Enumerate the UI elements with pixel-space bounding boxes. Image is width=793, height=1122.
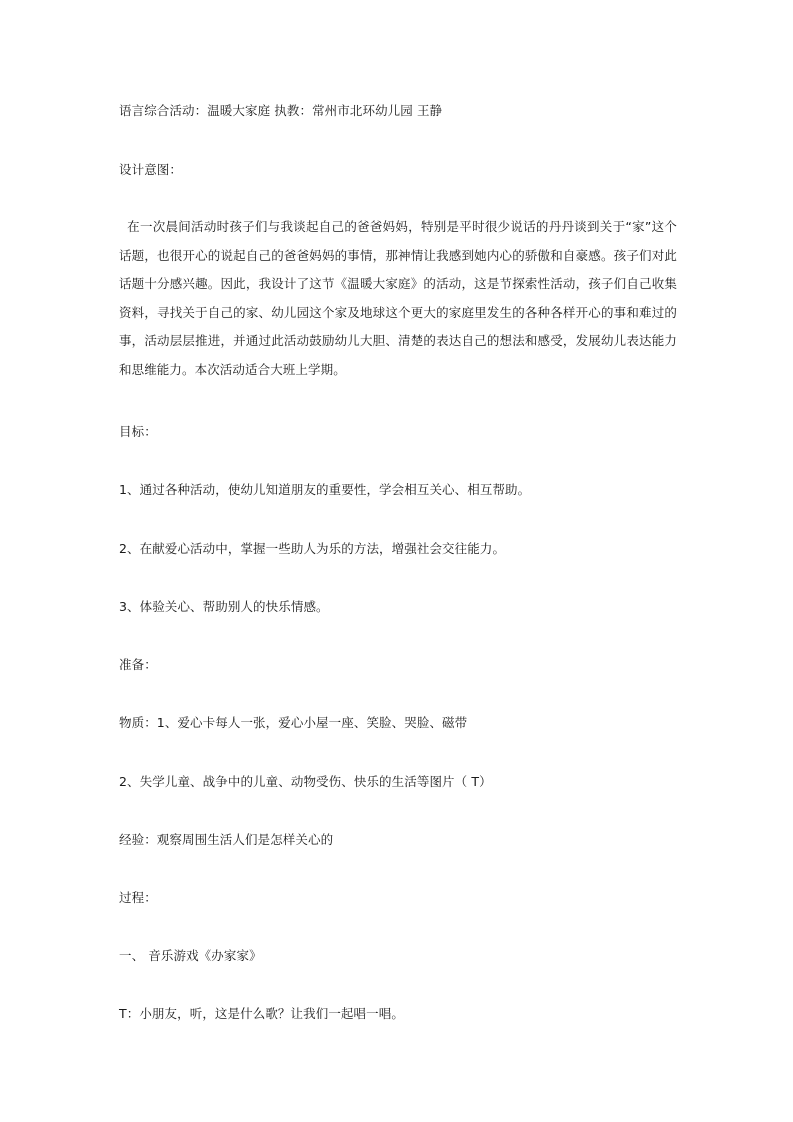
prep-experience: 经验：观察周围生活人们是怎样关心的 xyxy=(119,832,334,847)
process-dialog-1: T：小朋友，听，这是什么歌？让我们一起唱一唱。 xyxy=(119,1006,404,1021)
goal-item-3: 3、体验关心、帮助别人的快乐情感。 xyxy=(119,599,329,614)
prep-material-2: 2、失学儿童、战争中的儿童、动物受伤、快乐的生活等图片（ T） xyxy=(119,774,492,789)
prep-material-1: 物质：1、爱心卡每人一张，爱心小屋一座、笑脸、哭脸、磁带 xyxy=(119,715,468,730)
prep-heading: 准备： xyxy=(119,657,157,672)
goals-heading: 目标： xyxy=(119,424,157,439)
header-line: 语言综合活动：温暖大家庭 执教：常州市北环幼儿园 王静 xyxy=(119,103,443,118)
design-heading: 设计意图： xyxy=(119,162,183,177)
process-heading: 过程： xyxy=(119,890,157,905)
goal-item-2: 2、在献爱心活动中，掌握一些助人为乐的方法，增强社会交往能力。 xyxy=(119,541,506,556)
design-paragraph xyxy=(119,213,677,384)
design-paragraph-text: 在一次晨间活动时孩子们与我谈起自己的爸爸妈妈，特别是平时很少说话的丹丹谈到关于“家”这个话题，也很开心的说起自己的爸爸妈妈的事情，那神情让我感到她内心的骄傲和自豪感。孩子们对此话题十分感兴趣。因此，我设计了这节《温暖大家庭》的活动，这是节探索性活动，孩子们自己收集资料，寻找关于自己的家、幼儿园这个家及地球这个更大的家庭里发生的各种各样开心的事和难过的事，活动层层推进，并通过此活动鼓励幼儿大胆、清楚的表达自己的想法和感受，发展幼儿表达能力和思维能力。本次活动适合大班上学期。 xyxy=(119,219,677,377)
process-step-1: 一、 音乐游戏《办家家》 xyxy=(119,948,262,963)
goal-item-1: 1、通过各种活动，使幼儿知道朋友的重要性，学会相互关心、相互帮助。 xyxy=(119,482,531,497)
